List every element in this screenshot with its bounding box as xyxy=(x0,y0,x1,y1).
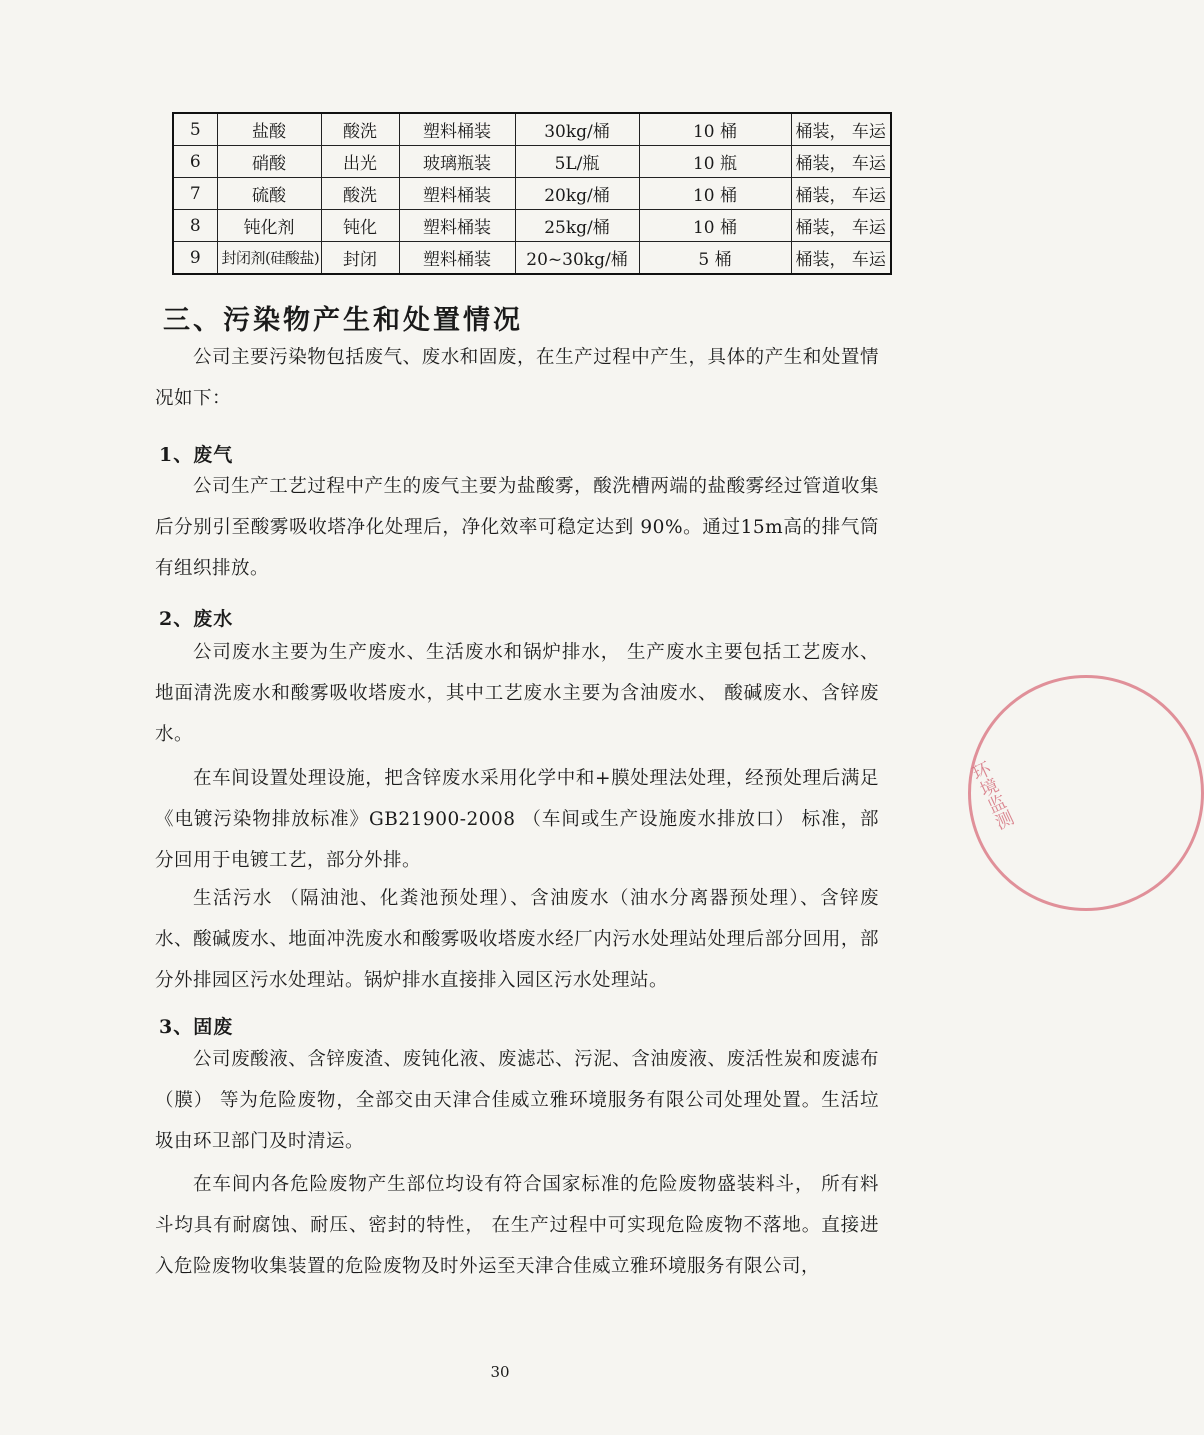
table-cell-pack: 塑料桶装 xyxy=(399,210,515,242)
table-cell-pack: 塑料桶装 xyxy=(399,113,515,146)
table-cell-use: 出光 xyxy=(321,146,399,178)
table-row xyxy=(173,210,891,242)
table-cell-use: 钝化 xyxy=(321,210,399,242)
table-cell-name: 硫酸 xyxy=(217,178,321,210)
solid-paragraph-1: 公司废酸液、含锌废渣、废钝化液、废滤芯、污泥、含油废液、废活性炭和废滤布（膜） 等为危险废物，全部交由天津合佳威立雅环境服务有限公司处理处置。生活垃圾由环卫部门及时清运。 xyxy=(155,1049,879,1152)
table-cell-name: 盐酸 xyxy=(217,113,321,146)
page-number: 30 xyxy=(490,1363,510,1381)
table-cell-name: 硝酸 xyxy=(217,146,321,178)
table-cell-spec: 20~30kg/桶 xyxy=(515,242,639,275)
gas-paragraph: 公司生产工艺过程中产生的废气主要为盐酸雾，酸洗槽两端的盐酸雾经过管道收集后分别引至酸雾吸收塔净化处理后，净化效率可稳定达到 90%。通过15m高的排气筒有组织排放。 xyxy=(155,476,879,579)
water-paragraph-1: 公司废水主要为生产废水、生活废水和锅炉排水， 生产废水主要包括工艺废水、地面清洗废水和酸雾吸收塔废水，其中工艺废水主要为含油废水、 酸碱废水、含锌废水。 xyxy=(155,642,879,745)
table-cell-pack: 塑料桶装 xyxy=(399,242,515,275)
table-row xyxy=(173,113,891,146)
table-cell-transport: 桶装， 车运 xyxy=(791,178,891,210)
table-cell-transport: 桶装， 车运 xyxy=(791,146,891,178)
table-row xyxy=(173,146,891,178)
table-cell-spec: 5L/瓶 xyxy=(515,146,639,178)
water-heading: 2、废水 xyxy=(159,608,234,630)
solid-heading: 3、固废 xyxy=(159,1016,234,1038)
table-cell-no: 7 xyxy=(173,178,217,210)
gas-heading: 1、废气 xyxy=(159,444,234,466)
table-row xyxy=(173,178,891,210)
table-cell-transport: 桶装， 车运 xyxy=(791,242,891,275)
table-cell-qty: 5 桶 xyxy=(639,242,791,275)
table-cell-pack: 塑料桶装 xyxy=(399,178,515,210)
table-cell-pack: 玻璃瓶装 xyxy=(399,146,515,178)
table-cell-spec: 30kg/桶 xyxy=(515,113,639,146)
water-paragraph-2: 在车间设置处理设施，把含锌废水采用化学中和+膜处理法处理，经预处理后满足 《电镀污染物排放标准》GB21900-2008 （车间或生产设施废水排放口） 标准，部分回用于电镀工艺，部分外排。 xyxy=(155,768,879,871)
solid-paragraph-2: 在车间内各危险废物产生部位均设有符合国家标准的危险废物盛装料斗， 所有料斗均具有耐腐蚀、耐压、密封的特性， 在生产过程中可实现危险废物不落地。直接进入危险废物收集装置的危险废物及时外运至天津合佳威立雅环境服务有限公司， xyxy=(155,1174,879,1277)
table-cell-no: 5 xyxy=(173,113,217,146)
table-cell-name: 钝化剂 xyxy=(217,210,321,242)
table-cell-name: 封闭剂(硅酸盐) xyxy=(217,242,321,275)
table-cell-transport: 桶装， 车运 xyxy=(791,113,891,146)
table-cell-qty: 10 瓶 xyxy=(639,146,791,178)
table-cell-qty: 10 桶 xyxy=(639,210,791,242)
table-cell-use: 酸洗 xyxy=(321,113,399,146)
table-cell-qty: 10 桶 xyxy=(639,113,791,146)
intro-paragraph: 公司主要污染物包括废气、废水和固废，在生产过程中产生，具体的产生和处置情况如下： xyxy=(155,347,879,409)
table-cell-transport: 桶装， 车运 xyxy=(791,210,891,242)
table-row xyxy=(173,242,891,275)
table-cell-spec: 20kg/桶 xyxy=(515,178,639,210)
table-cell-no: 6 xyxy=(173,146,217,178)
section-title: 三、污染物产生和处置情况 xyxy=(163,305,523,336)
table-cell-use: 封闭 xyxy=(321,242,399,275)
table-cell-qty: 10 桶 xyxy=(639,178,791,210)
seal-text: 环境监测 xyxy=(966,758,1017,833)
chemicals-table xyxy=(172,112,892,275)
table-cell-spec: 25kg/桶 xyxy=(515,210,639,242)
table-cell-use: 酸洗 xyxy=(321,178,399,210)
table-cell-no: 9 xyxy=(173,242,217,275)
water-paragraph-3: 生活污水 （隔油池、化粪池预处理）、含油废水（油水分离器预处理）、含锌废水、酸碱废水、地面冲洗废水和酸雾吸收塔废水经厂内污水处理站处理后部分回用，部分外排园区污水处理站。锅炉排水直接排入园区污水处理站。 xyxy=(155,888,879,991)
table-cell-no: 8 xyxy=(173,210,217,242)
